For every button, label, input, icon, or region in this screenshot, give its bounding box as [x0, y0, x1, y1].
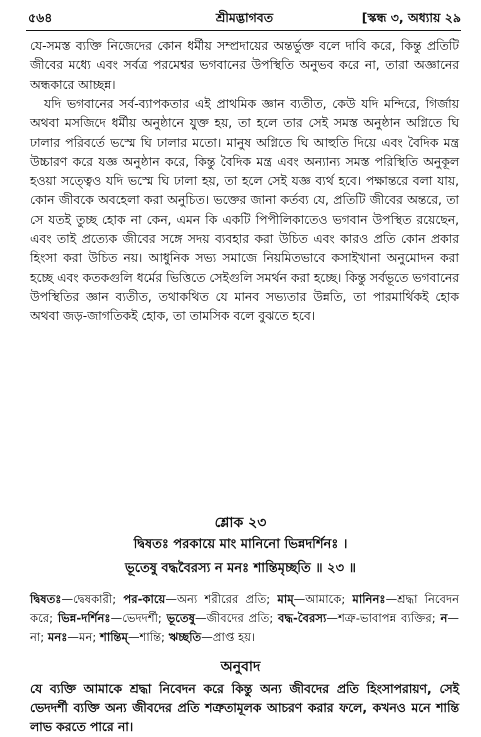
verse-line-1: দ্বিষতঃ পরকায়ে মাং মানিনো ভিন্নদর্শিনঃ । [133, 537, 348, 552]
synonym-meaning: দ্বেষকারী; [73, 592, 124, 606]
header-rule [26, 30, 461, 31]
synonym-term: দ্বিষতঃ [30, 592, 62, 606]
chapter-reference: [স্কন্ধ ৩, অধ্যায় ২৯ [361, 10, 461, 25]
synonym-meaning: আমাকে; [305, 592, 353, 606]
synonym-meaning: মন; [79, 630, 100, 644]
purport-paragraph-1: যে-সমস্ত ব্যক্তি নিজেদের কোন ধর্মীয় সম্প্রদায়ের অন্তর্ভুক্ত বলে দাবি করে, কিন্তু প্রতিটি জীবের মধ্যে এবং সর্বত্র পরমেশ্বর ভগবানের উপস্থিতি অনুভব করে না, তারা অজ্ঞানের অন্ধকারে আচ্ছন্ন। [30, 39, 459, 92]
page-header [28, 8, 461, 28]
book-title: শ্রীমদ্ভাগবত [215, 10, 274, 25]
verse-line-2: ভূতেষু বদ্ধবৈরস্য ন মনঃ শান্তিমৃচ্ছতি ॥ ২৩ ॥ [125, 561, 356, 576]
synonym-term: শান্তিম্ [99, 630, 128, 644]
synonym-meaning: শান্তি; [139, 630, 169, 644]
synonym-term: মাম্ [277, 592, 294, 606]
synonym-term: ভূতেষু [166, 611, 195, 625]
synonym-meaning: ভেদদর্শী; [122, 611, 167, 625]
synonym-meaning: শ্রদ্ধা নিবেদন করে; [30, 592, 459, 625]
verse-heading: শ্লোক ২৩ [214, 515, 267, 531]
synonym-meaning: জীবদের প্রতি; [206, 611, 279, 625]
word-meanings: দ্বিষতঃ—দ্বেষকারী; পর-কায়ে—অন্য শরীরের প্রতি; মাম্—আমাকে; মানিনঃ—শ্রদ্ধা নিবেদন করে; ভিন্ন-দর্শিনঃ—ভেদদর্শী; ভূতেষু—জীবদের প্রতি; বদ্ধ-বৈরস্য—শত্রু-ভাবাপন্ন ব্যক্তির; ন—না; মনঃ—মন; শান্তিম্—শান্তি; ঋচ্ছতি—প্রাপ্ত হয়। [30, 592, 460, 644]
translation-text: যে ব্যক্তি আমাকে শ্রদ্ধা নিবেদন করে কিন্তু অন্য জীবদের প্রতি হিংসাপরায়ণ, সেই ভেদদর্শী ব্যক্তি অন্য জীবদের প্রতি শত্রুতামূলক আচরণ করার ফলে, কখনও মনে শান্তি লাভ করতে পারে না। [30, 682, 459, 734]
synonym-term: ঋচ্ছতি [168, 630, 202, 644]
synonym-meaning: শত্রু-ভাবাপন্ন ব্যক্তির; [337, 611, 441, 625]
synonym-term: ন [440, 611, 448, 625]
translation-heading: অনুবাদ [220, 659, 261, 675]
synonym-term: বদ্ধ-বৈরস্য [278, 611, 327, 625]
synonym-meaning: না; [30, 630, 48, 644]
synonym-meaning: প্রাপ্ত হয়। [212, 630, 256, 644]
synonym-meaning: অন্য শরীরের প্রতি; [176, 592, 278, 606]
synonym-term: ভিন্ন-দর্শিনঃ [57, 611, 111, 625]
purport-paragraph-2: যদি ভগবানের সর্ব-ব্যাপকতার এই প্রাথমিক জ্ঞান ব্যতীত, কেউ যদি মন্দিরে, গির্জায় অথবা মসজিদে ধর্মীয় অনুষ্ঠানে যুক্ত হয়, তা হলে তার সেই সমস্ত অনুষ্ঠান অগ্নিতে ঘি ঢালার পরিবর্তে ভস্মে ঘি ঢালার মতো। মানুষ অগ্নিতে ঘি আহুতি দিয়ে এবং বৈদিক মন্ত্র উচ্চারণ করে যজ্ঞ অনুষ্ঠান করে, কিন্তু বৈদিক মন্ত্র এবং অন্যান্য সমস্ত পরিস্থিতি অনুকূল হওয়া সত্ত্বেও যদি ভস্মে ঘি ঢালা হয়, তা হলে সেই যজ্ঞ ব্যর্থ হবে। পক্ষান্তরে বলা যায়, কোন জীবকে অবহেলা করা অনুচিত। ভক্তের জানা কর্তব্য যে, প্রতিটি জীবের অন্তরে, তা সে যতই তুচ্ছ হোক না কেন, এমন কি একটি পিপীলিকাতেও ভগবান উপস্থিত রয়েছেন, এবং তাই প্রত্যেক জীবের সঙ্গে সদয় ব্যবহার করা উচিত এবং কারও প্রতি কোন প্রকার হিংসা করা উচিত নয়। আধুনিক সভ্য সমাজে নিয়মিতভাবে কসাইখানা অনুমোদন করা হচ্ছে এবং কতকগুলি ধর্মের ভিত্তিতে সেইগুলি সমর্থন করা হচ্ছে। কিন্তু সর্বভূতে ভগবানের উপস্থিতির জ্ঞান ব্যতীত, তথাকথিত যে মানব সভ্যতার উন্নতি, তা পারমার্থিকই হোক অথবা জড়-জাগতিকই হোক, তা তামসিক বলে বুঝতে হবে। [30, 97, 459, 324]
synonym-term: মানিনঃ [352, 592, 386, 606]
synonym-term: মনঃ [47, 630, 68, 644]
page-number: ৫৬৪ [28, 10, 53, 25]
synonym-term: পর-কায়ে [123, 592, 166, 606]
